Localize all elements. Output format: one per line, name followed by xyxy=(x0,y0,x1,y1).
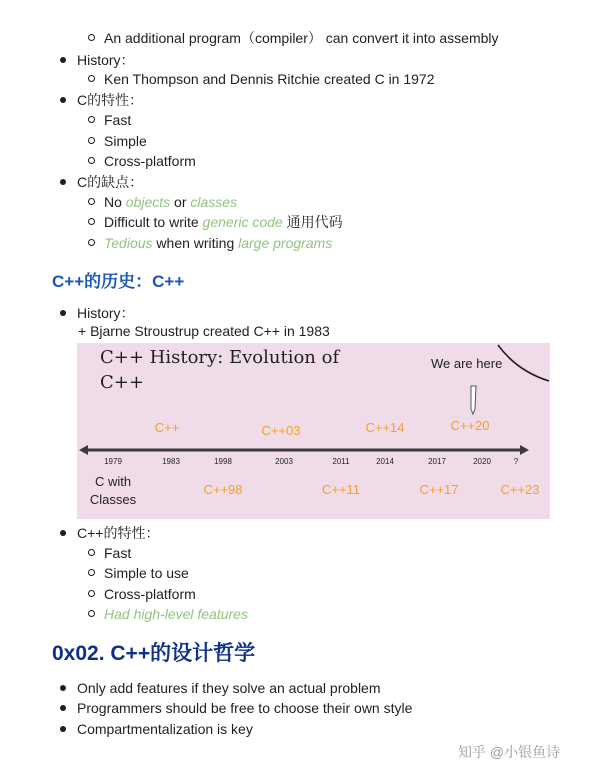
version-label: C++ xyxy=(154,420,180,435)
arrow-left-icon xyxy=(79,445,88,455)
version-label: C++98 xyxy=(203,482,243,497)
origin-label: C with Classes xyxy=(89,474,137,507)
arrow-right-icon xyxy=(520,445,529,455)
year-label: 2003 xyxy=(275,457,293,466)
year-label: 2020 xyxy=(473,457,491,466)
version-label: C++14 xyxy=(365,420,405,435)
version-label: C++20 xyxy=(450,418,490,433)
document-page: An additional program（compiler） can convert it into assembly History： Ken Thompson and Dennis Ritchie created C in 1972 C的特性： Fast Simple Cross-platform C的缺点： No objects or classes Difficult to write generic code 通用代码 Tedious when writing large programs C++的历史：C++ History： + Bjarne Stroustrup created C++ in 1983 C++ History: Evolution of C++ We are here C++ C++03 C++14 C++20 1979 1983 1998 2003 2011 2014 2017 2020 ? C with Classes C++98 C++11 C++17 C++23 C++的特性： Fast Simple to use Cross-platform Had high-level features 0x02. C++的设计哲学 Only add features if they solve an actual problem Programmers should be free to choose their own style Compartmentalization is key 知乎 @小银鱼诗 xyxy=(52,30,561,760)
section-heading: C++的历史：C++ xyxy=(52,272,185,291)
version-label: C++11 xyxy=(321,482,361,497)
timeline-marker-label: We are here xyxy=(431,356,503,371)
cpp-timeline-image xyxy=(77,343,550,519)
version-label: C++23 xyxy=(500,482,540,497)
year-label: 2011 xyxy=(332,457,350,466)
year-label: 1979 xyxy=(104,457,122,466)
pointer-marker-icon xyxy=(471,386,476,414)
year-label: ? xyxy=(513,457,519,466)
year-label: 1998 xyxy=(214,457,232,466)
year-label: 2017 xyxy=(428,457,446,466)
section-heading: 0x02. C++的设计哲学 xyxy=(52,642,256,665)
curve-decoration xyxy=(498,345,549,381)
year-label: 2014 xyxy=(376,457,394,466)
watermark: 知乎 @小银鱼诗 xyxy=(458,744,561,760)
version-label: C++03 xyxy=(261,423,301,438)
timeline-title: C++ History: Evolution of C++ xyxy=(100,347,340,393)
history-line: + Bjarne Stroustrup created C++ in 1983 xyxy=(78,323,330,339)
year-label: 1983 xyxy=(162,457,180,466)
version-label: C++17 xyxy=(419,482,459,497)
